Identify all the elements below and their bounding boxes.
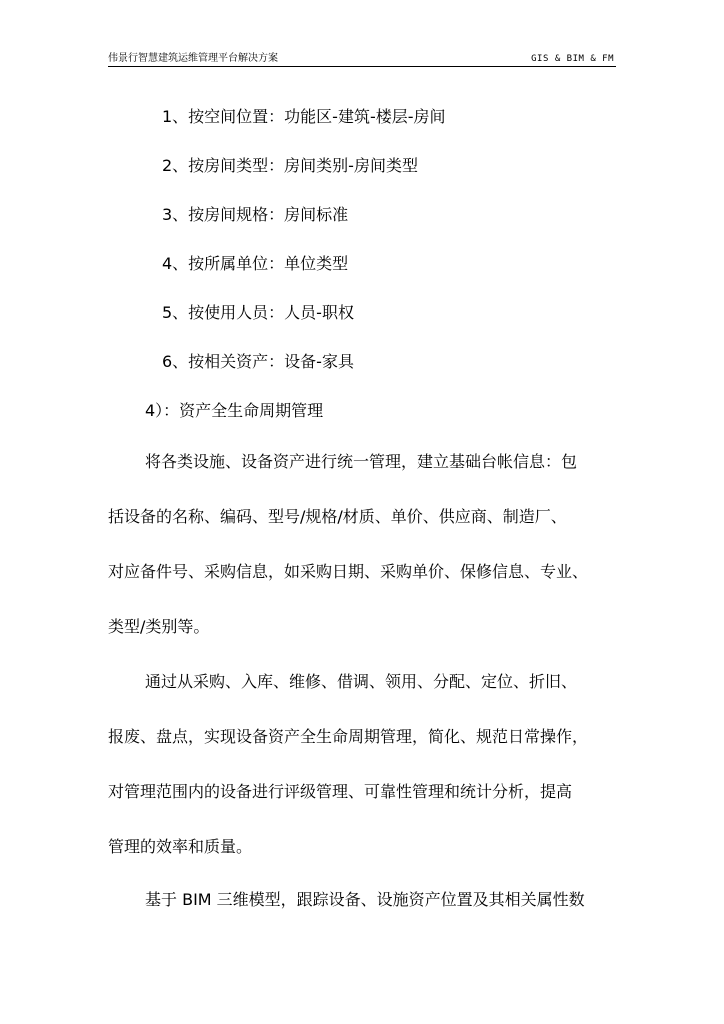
- header-document-title: 伟景行智慧建筑运维管理平台解决方案: [108, 53, 278, 64]
- list-item-room-spec: 3、按房间规格：房间标准: [162, 205, 349, 224]
- paragraph-line: 括设备的名称、编码、型号/规格/材质、单价、供应商、制造厂、: [108, 507, 567, 526]
- paragraph-line: 将各类设施、设备资产进行统一管理，建立基础台帐信息：包: [145, 452, 578, 471]
- section-title-asset-lifecycle: 4）：资产全生命周期管理: [145, 401, 324, 420]
- paragraph-line: 类型/类别等。: [108, 617, 210, 636]
- paragraph-line: 基于 BIM 三维模型，跟踪设备、设施资产位置及其相关属性数: [145, 890, 585, 909]
- page-header: [108, 52, 616, 67]
- list-item-room-type: 2、按房间类型：房间类别-房间类型: [162, 156, 418, 175]
- header-tag: GIS & BIM & FM: [531, 54, 614, 64]
- paragraph-line: 对应备件号、采购信息，如采购日期、采购单价、保修信息、专业、: [108, 562, 589, 581]
- list-item-unit: 4、按所属单位：单位类型: [162, 254, 349, 273]
- paragraph-line: 通过从采购、入库、维修、借调、领用、分配、定位、折旧、: [145, 672, 578, 691]
- paragraph-line: 报废、盘点，实现设备资产全生命周期管理，简化、规范日常操作，: [108, 727, 589, 746]
- list-item-assets: 6、按相关资产：设备-家具: [162, 352, 354, 371]
- list-item-space-location: 1、按空间位置：功能区-建筑-楼层-房间: [162, 107, 446, 126]
- paragraph-line: 对管理范围内的设备进行评级管理、可靠性管理和统计分析，提高: [108, 782, 573, 801]
- paragraph-line: 管理的效率和质量。: [108, 837, 253, 856]
- list-item-personnel: 5、按使用人员：人员-职权: [162, 303, 354, 322]
